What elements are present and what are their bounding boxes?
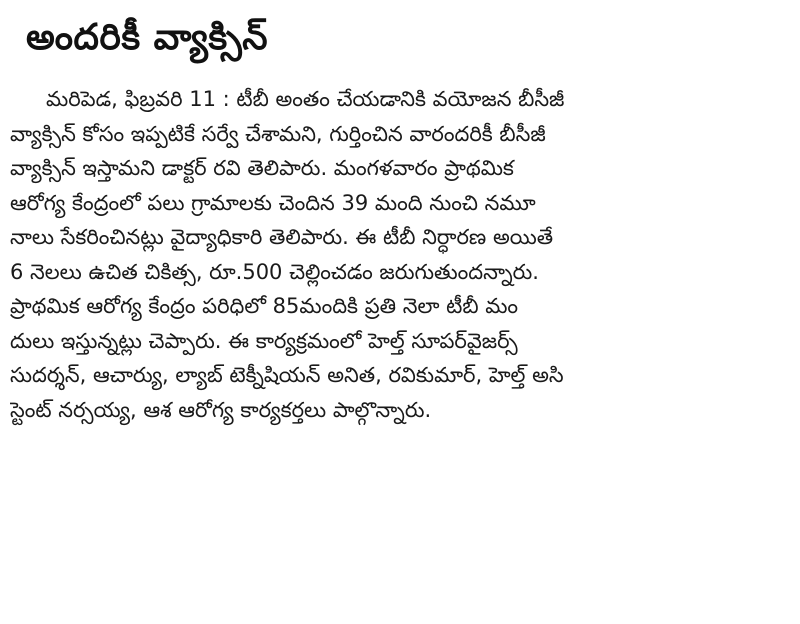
article-line: ఆరోగ్య కేంద్రంలో పలు గ్రామాలకు చెందిన 39 మంది నుంచి నమూ (10, 190, 536, 215)
article-line: మరిపెడ, ఫిబ్రవరి 11 : టీబీ అంతం చేయడానికి వయోజన బీసీజీ (46, 87, 565, 111)
article-line: ప్రాథమిక ఆరోగ్య కేంద్రం పరిధిలో 85మందికి ప్రతి నెలా టీబీ మం (10, 294, 519, 318)
article-line: వ్యాక్సిన్ కోసం ఇప్పటికే సర్వే చేశామని, గుర్తించిన వారందరికీ బీసీజీ (10, 121, 546, 146)
article-line: సుదర్శన్, ఆచార్యు, ల్యాబ్ టెక్నీషియన్ అనిత, రవికుమార్, హెల్త్ అసి (10, 363, 564, 387)
article-line: దులు ఇస్తున్నట్లు చెప్పారు. ఈ కార్యక్రమంలో హెల్త్ సూపర్‌వైజర్స్ (10, 328, 518, 353)
headline: అందరికీ వ్యాక్సిన్ (26, 17, 269, 58)
article-line: నాలు సేకరించినట్లు వైద్యాధికారి తెలిపారు. ఈ టీబీ నిర్ధారణ అయితే (10, 225, 554, 249)
article-line: 6 నెలలు ఉచిత చికిత్స, రూ.500 చెల్లించడం జరుగుతుందన్నారు. (10, 259, 539, 284)
article-line: స్టెంట్ నర్సయ్య, ఆశ ఆరోగ్య కార్యకర్తలు పాల్గొన్నారు. (10, 397, 432, 422)
article-line: వ్యాక్సిన్ ఇస్తామని డాక్టర్ రవి తెలిపారు. మంగళవారం ప్రాథమిక (10, 156, 514, 180)
article-body (10, 82, 780, 427)
